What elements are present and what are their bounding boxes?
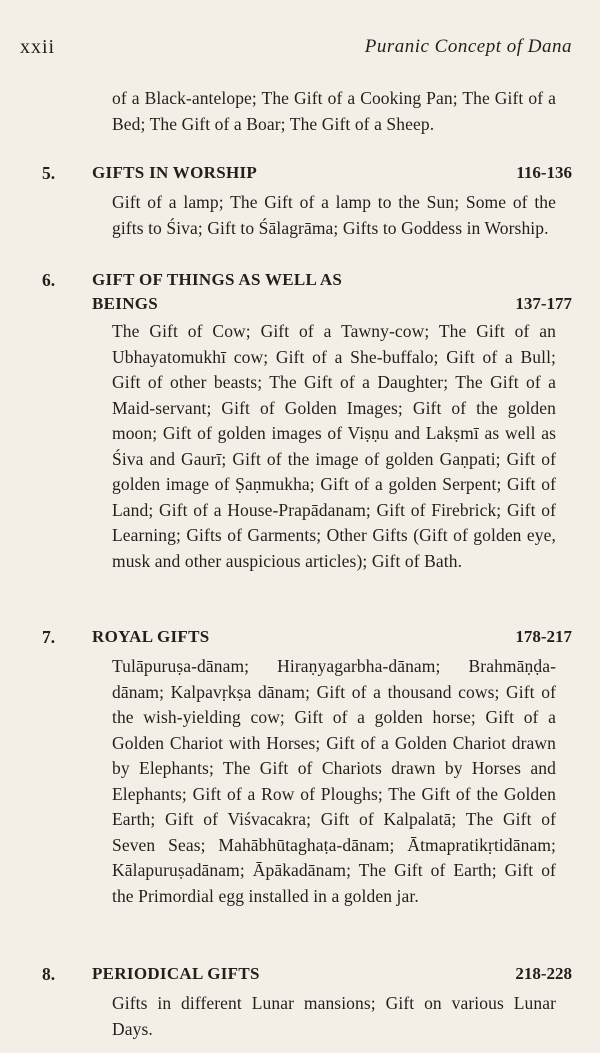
page-number: xxii <box>20 36 56 58</box>
book-title: Puranic Concept of Dana <box>364 36 572 57</box>
section-page-range: 116-136 <box>516 163 572 182</box>
section-5-body <box>0 190 600 241</box>
section-page-range: 137-177 <box>515 294 572 313</box>
section-number: 7. <box>42 627 56 647</box>
section-title: PERIODICAL GIFTS <box>92 964 260 983</box>
section-7 <box>0 627 600 651</box>
section-number: 6. <box>42 270 56 290</box>
running-head <box>0 36 600 66</box>
section-title: ROYAL GIFTS <box>92 627 210 646</box>
section-7-body <box>0 654 600 909</box>
section-8 <box>0 964 600 988</box>
section-6-body <box>0 319 600 574</box>
section-heading <box>0 270 600 294</box>
section-description: Gifts in different Lunar mansions; Gift on various Lunar Days. <box>112 993 556 1039</box>
section-number: 5. <box>42 163 56 183</box>
section-description: Tulāpuruṣa-dānam; Hiraṇyagarbha-dānam; Brahmāṇḍa-dānam; Kalpavṛkṣa dānam; Gift of a thousand cows; Gift of the wish-yielding cow; Gift of a golden horse; Gift of a Golden Chariot with Horses; Gift of a Golden Chariot drawn by Elephants; The Gift of Chariots drawn by Horses and Elephants; Gift of a Row of Ploughs; The Gift of the Golden Earth; Gift of Viśvacakra; Gift of Kalpalatā; The Gift of Seven Seas; Mahābhūtaghaṭa-dānam; Ātmapratikṛtidānam; Kālapuruṣadānam; Āpākadānam; The Gift of Earth; Gift of the Primordial egg installed in a golden jar. <box>112 656 556 906</box>
continuation-block <box>0 86 600 137</box>
section-heading <box>0 163 600 187</box>
section-heading <box>0 627 600 651</box>
section-title: GIFT OF THINGS AS WELL AS <box>92 270 343 289</box>
section-page-range: 178-217 <box>515 627 572 646</box>
section-5 <box>0 163 600 187</box>
continuation-text: of a Black-antelope; The Gift of a Cooking Pan; The Gift of a Bed; The Gift of a Boar; The Gift of a Sheep. <box>112 88 556 134</box>
section-heading <box>0 964 600 988</box>
section-description: Gift of a lamp; The Gift of a lamp to the Sun; Some of the gifts to Śiva; Gift to Śālagrāma; Gifts to Goddess in Worship. <box>112 192 556 238</box>
section-8-body <box>0 991 600 1042</box>
section-6 <box>0 270 600 318</box>
section-number: 8. <box>42 964 56 984</box>
section-title-continued: BEINGS <box>92 294 159 313</box>
section-title: GIFTS IN WORSHIP <box>92 163 258 182</box>
section-description: The Gift of Cow; Gift of a Tawny-cow; The Gift of an Ubhayatomukhī cow; Gift of a She-buffalo; Gift of a Bull; Gift of other beasts; The Gift of a Daughter; The Gift of a Maid-servant; Gift of Golden Images; Gift of the golden moon; Gift of golden images of Viṣṇu and Lakṣmī as well as Śiva and Gaurī; Gift of the image of golden Gaṇpati; Gift of golden image of Ṣaṇmukha; Gift of a golden Serpent; Gift of Land; Gift of a House-Prapādanam; Gift of Firebrick; Gift of Learning; Gifts of Garments; Other Gifts (Gift of golden eye, musk and other auspicious articles); Gift of Bath. <box>112 321 556 571</box>
section-page-range: 218-228 <box>515 964 572 983</box>
section-heading-line2 <box>0 294 600 318</box>
